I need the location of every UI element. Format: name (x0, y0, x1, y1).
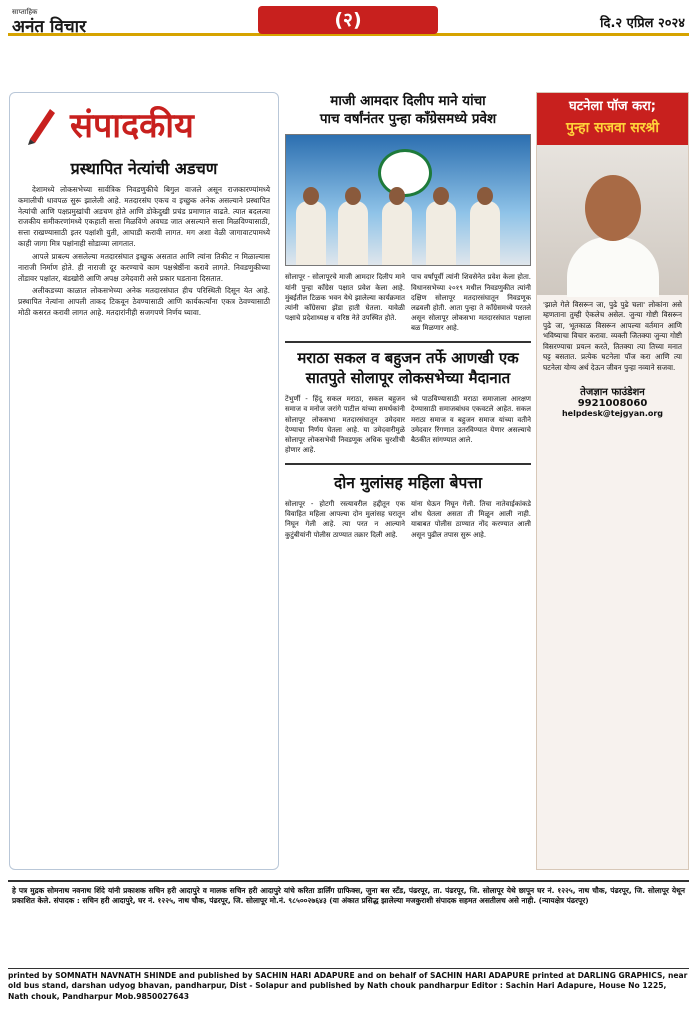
person-figure (338, 201, 368, 265)
sidebar-signature: तेजज्ञान फाउंडेशन (580, 386, 645, 398)
story1-headline-line2: पाच वर्षांनंतर पुन्हा काँग्रेसमध्ये प्रवेश (319, 111, 497, 128)
story1-photo (285, 134, 531, 266)
story2-body (285, 394, 531, 457)
sidebar-title: घटनेला पॉज करा; (537, 93, 688, 118)
sidebar-text: 'झाले गेले विसरून जा, पुढे पुढे चला' लोकांना असे म्हणताना तुम्ही ऐकलेच असेल. जुन्या गोष्टी विसरून पुढे जा, भूतकाळ विसरून आपल्या वर्तमान आणि भविष्याचा विचार करावा. व्यक्ती जितक्या जुन्या गोष्टी विसरण्याचा प्रयत्न करते, तितक्या त्या तिच्या मनात घट्ट बसतात. प्रत्येक घटनेला पॉज करा आणि त्या घटनेला योग्य अर्थ देऊन जीवन पुन्हा नव्याने सजवा. (543, 299, 682, 372)
masthead-title: अनंत विचार (12, 17, 87, 37)
editorial-paragraph: देशामध्ये लोकसभेच्या सार्वत्रिक निवडणुकीचे बिगुल वाजले असून राजकारण्यांमध्ये कमालीची धावपळ सुरू झालेली आहे. मतदारसंघ एकच व इच्छुक अनेक असल्याने प्रस्थापित नेत्यांची आणि पक्षप्रमुखांची अडचण होते आणि डोकेदुखी प्रचंड प्रमाणात वाढते. त्यात बदलत्या राजकीय समीकरणांमध्ये एकहाती सत्ता मिळविणे अवघड जात असल्याने सत्ता मिळविण्यासाठी, सत्ता राखण्यासाठी इतर पक्षांशी युती, आघाडी करावी लागत. मग अशा वेळी जागावाटपामध्ये काही जागा मित्र पक्षांनाही सोडाव्या लागतात. (18, 185, 270, 249)
story2-text-col2: ध्ये पाठविण्यासाठी मराठा समाजाला आरक्षण देण्यासाठी समाजबांधव एकवटले आहेत. सकल मराठा समाज व बहुजन समाज यांच्या वतीने उमेदवार रिंगणात उतरविण्यात येणार असल्याचे बैठकीत सांगण्यात आले. (411, 395, 531, 444)
author-photo (537, 145, 688, 295)
sidebar-phone: 9921008060 (577, 397, 648, 409)
imprint-box (8, 880, 689, 962)
pen-icon (24, 103, 60, 145)
person-figure (426, 201, 456, 265)
story1-headline-line1: माजी आमदार दिलीप माने यांचा (330, 93, 486, 109)
sidebar-subtitle: पुन्हा सजवा सरश्री (537, 118, 688, 145)
story3-text-col1: सोलापूर - होटगी रस्त्यावरील हद्दीतून एक विवाहित महिला आपल्या दोन मुलांसह घरातून निघून गेली आहे. त्या परत न आल्याने कुटुंबीयांनी पोलीस ठाण्यात तक्रार दिली आहे. (285, 500, 405, 539)
story1-body (285, 272, 531, 335)
news-column (285, 92, 531, 870)
divider (285, 463, 531, 465)
story2-text-col1: टेंभुर्णी - हिंदू सकल मराठा, सकल बहुजन समाज व मनोज जरांगे पाटील यांच्या समर्थकांनी सोलापूर लोकसभा मतदारसंघातून उमेदवार देण्याचा निर्णय घेतला आहे. या उमेदवारीमुळे सोलापूर लोकसभेची निवडणूक अधिक चुरशीची होणार आहे. (285, 395, 405, 454)
editorial-banner (10, 93, 278, 155)
party-symbol-icon (378, 149, 432, 197)
story3-headline: दोन मुलांसह महिला बेपत्ता (334, 474, 482, 493)
story2-headline (285, 349, 531, 388)
page-number: (२) (258, 6, 438, 34)
author-face (585, 175, 641, 241)
masthead-label: साप्ताहिक (12, 8, 38, 16)
author-torso (567, 237, 659, 297)
sidebar-column (536, 92, 689, 870)
story1-headline (285, 92, 531, 128)
story1-text-col2: पाच वर्षांपूर्वी त्यांनी शिवसेनेत प्रवेश केला होता. विधानसभेच्या २०१९ मधील निवडणुकीत त्यांनी दक्षिण सोलापूर मतदारसंघातून निवडणूक लढवली होती. आता पुन्हा ते काँग्रेसमध्ये परतले असून सोलापूर लोकसभा मतदारसंघात पक्षाला बळ मिळणार आहे. (411, 273, 531, 333)
story2-headline-line2: सातपुते सोलापूर लोकसभेच्या मैदानात (305, 368, 511, 387)
editorial-paragraph: आपले प्राबल्य असलेल्या मतदारसंघात इच्छुक असतात आणि त्यांना तिकीट न मिळाल्यास नाराजी निर्माण होते. ही नाराजी दूर करण्याचे काम पक्षश्रेष्ठींना करावे लागते. निवडणुकीच्या तोंडावर पक्षांतर, बंडखोरी आणि अपक्ष उमेदवारी असे प्रकार घडताना दिसतात. (18, 251, 270, 283)
person-figure (382, 201, 412, 265)
issue-date: दि.२ एप्रिल २०२४ (600, 16, 685, 31)
story3-body (285, 499, 531, 542)
story1-text-col1: सोलापूर - सोलापूरचे माजी आमदार दिलीप माने यांनी पुन्हा काँग्रेस पक्षात प्रवेश केला आहे. मुंबईतील टिळक भवन येथे झालेल्या कार्यक्रमात त्यांनी काँग्रेसचा झेंडा हाती घेतला. यावेळी पक्षाचे प्रदेशाध्यक्ष व वरिष्ठ नेते उपस्थित होते. (285, 273, 405, 322)
person-figure (470, 201, 500, 265)
editorial-column (9, 92, 279, 870)
sidebar-email: helpdesk@tejgyan.org (561, 408, 664, 418)
divider (285, 341, 531, 343)
person-figure (296, 201, 326, 265)
editorial-headline: प्रस्थापित नेत्यांची अडचण (70, 159, 218, 178)
imprint-english: printed by SOMNATH NAVNATH SHINDE and published by SACHIN HARI ADAPURE and on behalf of SACHIN HARI ADAPURE printed at DARLING GRAPHICS, near old bus stand, darshan udyog bhavan, pandharpur, Dist - Solapur and published by Nath chouk pandharpur Editor : Sachin Hari Adapure, House No 1225, Nath chouk, Pandharpur Mob.9850027643 (8, 968, 689, 1002)
editorial-paragraph: अलीकडच्या काळात लोकसभेच्या अनेक मतदारसंघात हीच परिस्थिती दिसून येत आहे. प्रस्थापित नेत्यांना आपली ताकद टिकवून ठेवण्यासाठी आणि कार्यकर्त्यांना एकत्र ठेवण्यासाठी मोठी कसरत करावी लागत आहे. मतदारांनीही सजगपणे निर्णय घ्यावा. (18, 286, 270, 317)
sidebar-box (536, 92, 689, 870)
story2-headline-line1: मराठा सकल व बहुजन तर्फे आणखी एक (297, 349, 519, 368)
editorial-body (10, 185, 278, 319)
masthead (8, 6, 689, 36)
editorial-title: संपादकीय (70, 106, 194, 146)
story3-text-col2: यांना घेऊन निघून गेली. तिचा नातेवाईकांकडे शोध घेतला असता ती मिळून आली नाही. याबाबत पोलीस ठाण्यात नोंद करण्यात आली असून पुढील तपास सुरू आहे. (411, 500, 531, 539)
imprint-marathi: हे पत्र मुद्रक सोमनाथ नवनाथ शिंदे यांनी प्रकाशक सचिन हरी आदापुरे व मालक सचिन हरी आदापुरे यांचे करिता डार्लिंग ग्राफिक्स, जुना बस स्टँड, पंढरपूर, ता. पंढरपूर, जि. सोलापूर येथे छापून घर नं. १२२५, नाथ चौक, पंढरपूर, जि. सोलापूर येथून प्रकाशित केले. संपादक : सचिन हरी आदापुरे, घर नं. १२२५, नाथ चौक, पंढरपूर, जि. सोलापूर मो.नं. ९८५००२७६४३ (या अंकात प्रसिद्ध झालेल्या मजकुराशी संपादक सहमत असतीलच असे नाही. (न्यायक्षेत्र पंढरपूर) (12, 886, 685, 906)
